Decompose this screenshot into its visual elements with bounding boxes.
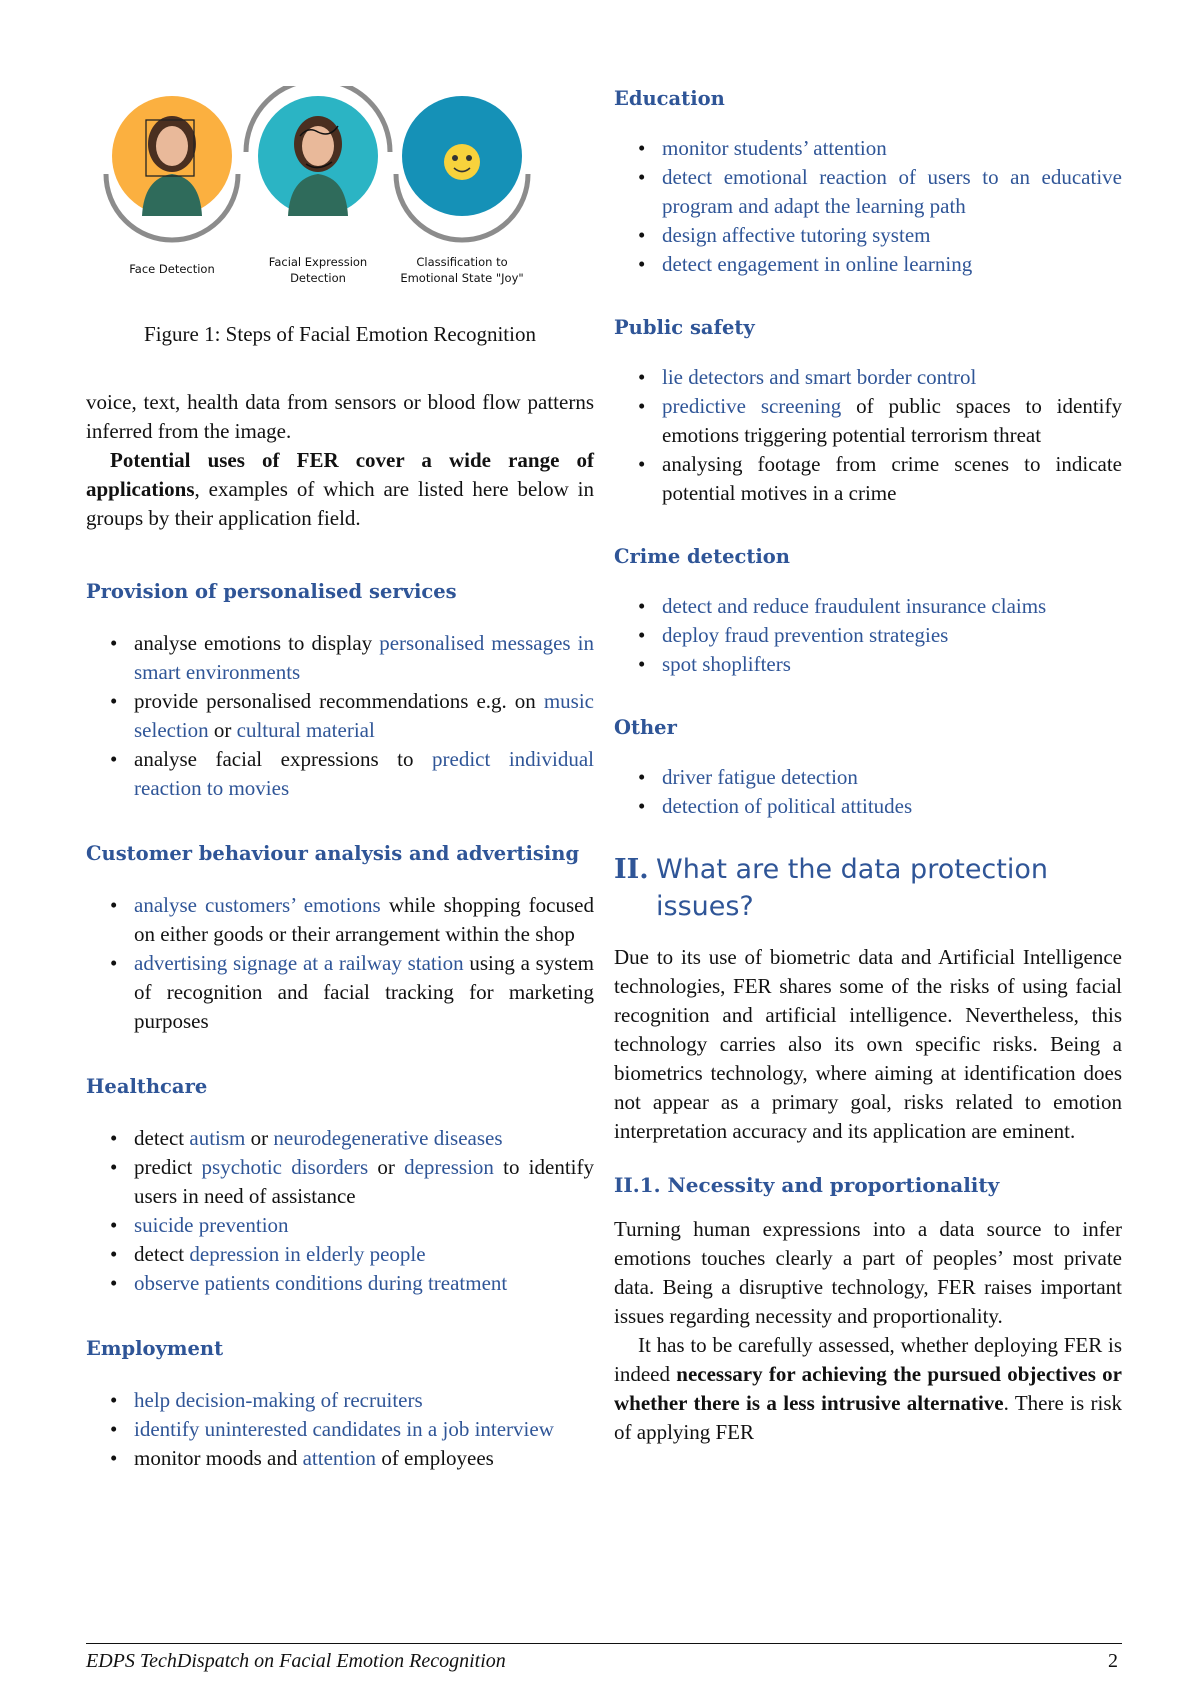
heading-crime-detection: Crime detection: [614, 545, 790, 568]
bullet-list-employment: [86, 1386, 594, 1473]
list-text: or: [245, 1126, 274, 1150]
bullet-list-customer-behaviour-analysis-and-advertising: [86, 891, 594, 1036]
reference-link[interactable]: driver fatigue detection: [662, 765, 858, 789]
list-item: [614, 650, 1122, 679]
reference-link[interactable]: analyse customers’ emotions: [134, 893, 381, 917]
list-text: analyse facial expressions to: [134, 747, 433, 771]
uses-rest: , examples of which are listed here below in groups by their application field.: [86, 477, 594, 530]
page-footer: [86, 1643, 1122, 1674]
heading-employment: Employment: [86, 1337, 224, 1360]
right-column: [614, 86, 1122, 1447]
bullet-list-crime-detection: [614, 592, 1122, 679]
list-item: [86, 1124, 594, 1153]
list-item: [614, 134, 1122, 163]
reference-link[interactable]: depression in elderly people: [189, 1242, 426, 1266]
list-item: [86, 745, 594, 803]
uses-bold: Potential uses of FER cover a wide range of applications: [86, 448, 594, 501]
list-item: [86, 1240, 594, 1269]
bullet-list-other: [614, 763, 1122, 821]
left-column: [86, 86, 594, 1473]
list-item: [614, 592, 1122, 621]
figure-label-facial-expression: Facial Expression: [268, 255, 368, 269]
list-item: [86, 1269, 594, 1298]
left-sections: [86, 579, 594, 1473]
para2-bold: necessary for achieving the pursued objectives or whether there is a less intrusive alternative: [614, 1362, 1122, 1415]
bullet-list-public-safety: [614, 363, 1122, 508]
list-item: [86, 1386, 594, 1415]
list-text: or: [208, 718, 237, 742]
section-number: II.: [614, 854, 649, 885]
right-sections: [614, 86, 1122, 821]
list-item: [614, 392, 1122, 450]
list-item: [86, 629, 594, 687]
list-item: [86, 1444, 594, 1473]
list-text: analyse emotions to display: [134, 631, 380, 655]
figure-label-detection: Detection: [290, 271, 346, 285]
list-text: monitor moods and: [134, 1446, 303, 1470]
list-text: using a system of recognition and facial tracking for marketing purposes: [134, 951, 594, 1033]
reference-link[interactable]: identify uninterested candidates in a job interview: [134, 1417, 554, 1441]
reference-link[interactable]: lie detectors and smart border control: [662, 365, 977, 389]
uses-paragraph: [86, 446, 594, 533]
reference-link[interactable]: help decision-making of recruiters: [134, 1388, 423, 1412]
reference-link[interactable]: music selection: [134, 689, 594, 742]
footer-title: EDPS TechDispatch on Facial Emotion Recognition: [86, 1650, 506, 1672]
list-item: [86, 891, 594, 949]
list-item: [614, 163, 1122, 221]
reference-link[interactable]: detect and reduce fraudulent insurance claims: [662, 594, 1047, 618]
figure-label-classification: Classification to: [416, 255, 508, 269]
reference-link[interactable]: detection of political attitudes: [662, 794, 913, 818]
heading-education: Education: [614, 87, 725, 110]
para2-start: It has to be carefully assessed, whether deploying FER is indeed: [614, 1333, 1122, 1386]
reference-link[interactable]: psychotic disorders: [201, 1155, 369, 1179]
figure-label-face-detection: Face Detection: [129, 262, 215, 276]
reference-link[interactable]: detect emotional reaction of users to an educative program and adapt the learning path: [662, 165, 1122, 218]
reference-link[interactable]: neurodegenerative diseases: [273, 1126, 503, 1150]
list-text: predict: [134, 1155, 202, 1179]
list-text: or: [368, 1155, 405, 1179]
list-item: [614, 250, 1122, 279]
section-paragraph: Due to its use of biometric data and Artificial Intelligence technologies, FER shares some of the risks of using facial recognition and artificial intelligence. Nevertheless, this technology carries also its own specific risks. Being a biometrics technology, where aiming at identification does not appear as a primary goal, risks related to emotion interpretation accuracy and its application are eminent.: [614, 945, 1122, 1143]
subsection-paragraph-1: Turning human expressions into a data source to infer emotions touches clearly a part of peoples’ most private data. Being a disruptive technology, FER raises important issues regarding necessity and proportionality.: [614, 1217, 1122, 1328]
list-item: [614, 792, 1122, 821]
reference-link[interactable]: predictive screening: [662, 394, 842, 418]
list-item: [614, 621, 1122, 650]
list-item: [614, 450, 1122, 508]
bullet-list-provision-of-personalised-services: [86, 629, 594, 803]
list-item: [86, 1415, 594, 1444]
reference-link[interactable]: autism: [189, 1126, 246, 1150]
reference-link[interactable]: personalised messages in smart environments: [134, 631, 594, 684]
list-item: [86, 687, 594, 745]
fer-steps-illustration: [86, 86, 594, 314]
section-title-text: What are the data protection issues?: [656, 854, 1048, 922]
reference-link[interactable]: detect engagement in online learning: [662, 252, 973, 276]
heading-healthcare: Healthcare: [86, 1075, 208, 1098]
reference-link[interactable]: suicide prevention: [134, 1213, 289, 1237]
heading-other: Other: [614, 716, 677, 739]
list-text: detect: [134, 1126, 190, 1150]
heading-provision-of-personalised-services: Provision of personalised services: [86, 580, 457, 603]
list-item: [86, 1153, 594, 1211]
para2-end: . There is risk of applying FER: [614, 1391, 1123, 1444]
page-number: 2: [1108, 1650, 1118, 1672]
list-text: provide personalised recommendations e.g. on: [134, 689, 544, 713]
list-text: analysing footage from crime scenes to indicate potential motives in a crime: [662, 452, 1122, 505]
heading-public-safety: Public safety: [614, 316, 755, 339]
reference-link[interactable]: spot shoplifters: [662, 652, 791, 676]
intro-paragraph: voice, text, health data from sensors or blood flow patterns inferred from the image.: [86, 390, 594, 443]
reference-link[interactable]: cultural material: [236, 718, 375, 742]
fer-steps-figure: [86, 86, 594, 314]
reference-link[interactable]: observe patients conditions during treatment: [134, 1271, 508, 1295]
list-text: while shopping focused on either goods or their arrangement within the shop: [134, 893, 594, 946]
figure-caption: Figure 1: Steps of Facial Emotion Recognition: [144, 322, 536, 346]
reference-link[interactable]: deploy fraud prevention strategies: [662, 623, 949, 647]
joy-emoji-icon: [444, 144, 480, 180]
reference-link[interactable]: depression: [404, 1155, 494, 1179]
section-heading: [614, 851, 1122, 925]
list-text: to identify users in need of assistance: [134, 1155, 594, 1208]
subsection-paragraph-2: [614, 1331, 1122, 1447]
reference-link[interactable]: advertising signage at a railway station: [134, 951, 464, 975]
list-text: of public spaces to identify emotions triggering potential terrorism threat: [662, 394, 1122, 447]
figure-label-emotional-state: Emotional State "Joy": [400, 271, 524, 285]
subsection-heading: II.1. Necessity and proportionality: [614, 1173, 1000, 1197]
reference-link[interactable]: design affective tutoring system: [662, 223, 931, 247]
reference-link[interactable]: monitor students’ attention: [662, 136, 887, 160]
reference-link[interactable]: predict individual reaction to movies: [134, 747, 594, 800]
list-item: [86, 949, 594, 1036]
list-text: of employees: [376, 1446, 494, 1470]
list-item: [86, 1211, 594, 1240]
bullet-list-healthcare: [86, 1124, 594, 1298]
bullet-list-education: [614, 134, 1122, 279]
list-item: [614, 221, 1122, 250]
list-item: [614, 763, 1122, 792]
reference-link[interactable]: attention: [302, 1446, 377, 1470]
heading-customer-behaviour-analysis-and-advertising: Customer behaviour analysis and advertising: [86, 842, 580, 865]
list-text: detect: [134, 1242, 190, 1266]
list-item: [614, 363, 1122, 392]
